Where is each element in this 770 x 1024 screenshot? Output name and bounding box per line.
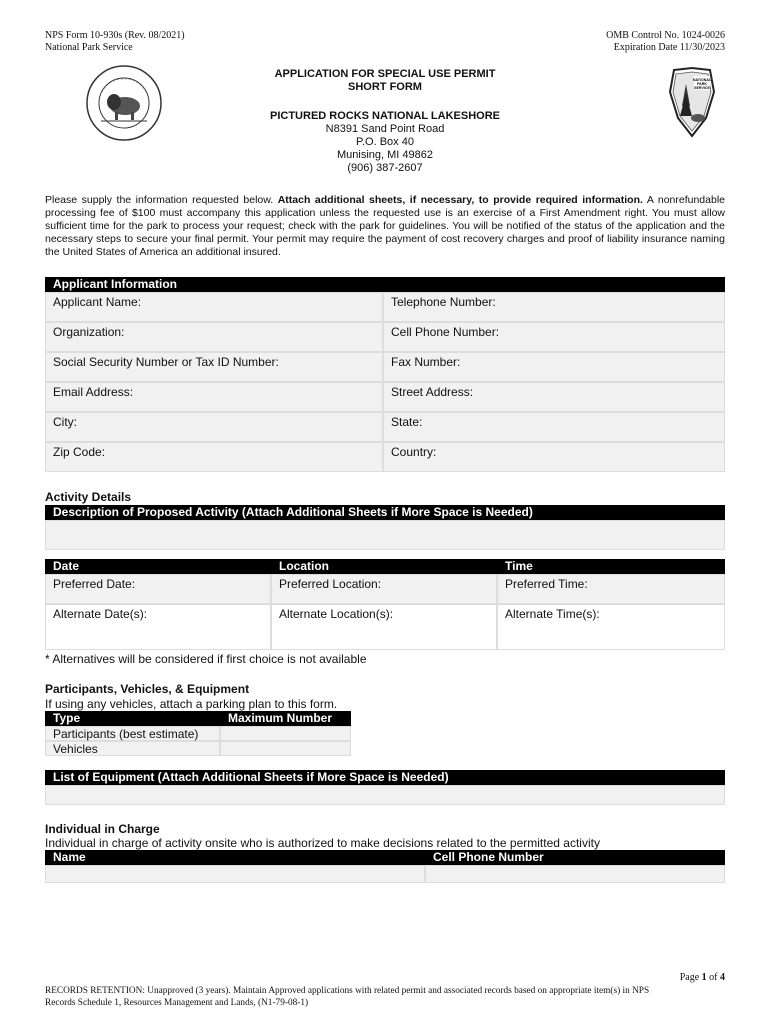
form-title: APPLICATION FOR SPECIAL USE PERMIT	[274, 68, 496, 80]
date-location-time-table	[45, 559, 725, 650]
preferred-date-field[interactable]: Preferred Date:	[45, 574, 271, 604]
dlt-header-row	[45, 559, 725, 574]
applicant-row	[45, 412, 725, 442]
applicant-heading: Applicant Information	[45, 277, 725, 292]
date-column-header: Date	[45, 559, 271, 574]
preferred-row	[45, 574, 725, 604]
form-header-right	[606, 30, 725, 54]
applicant-row	[45, 352, 725, 382]
individual-name-field[interactable]	[45, 865, 425, 883]
type-column-header: Type	[45, 711, 220, 726]
alternatives-note: * Alternatives will be considered if first choice is not available	[45, 652, 367, 666]
park-address-line3: Munising, MI 49862	[337, 149, 433, 161]
participants-max-field[interactable]	[220, 726, 351, 741]
equipment-heading: List of Equipment (Attach Additional Sheets if More Space is Needed)	[45, 770, 725, 785]
doi-seal-logo	[85, 64, 163, 142]
participants-header-row	[45, 711, 351, 726]
omb-control-number: OMB Control No. 1024-0026	[606, 30, 725, 41]
organization-field[interactable]: Organization:	[45, 322, 383, 352]
email-address-field[interactable]: Email Address:	[45, 382, 383, 412]
page-of: of	[709, 972, 718, 983]
telephone-number-field[interactable]: Telephone Number:	[383, 292, 725, 322]
park-address-line1: N8391 Sand Point Road	[325, 123, 445, 135]
participants-table	[45, 711, 351, 756]
zip-code-field[interactable]: Zip Code:	[45, 442, 383, 472]
street-address-field[interactable]: Street Address:	[383, 382, 725, 412]
activity-description-field[interactable]	[45, 520, 725, 550]
location-column-header: Location	[271, 559, 497, 574]
vehicles-row	[45, 741, 351, 756]
participants-subtitle: If using any vehicles, attach a parking plan to this form.	[45, 697, 338, 711]
time-column-header: Time	[497, 559, 725, 574]
maximum-number-column-header: Maximum Number	[220, 711, 351, 726]
svg-text:PARK: PARK	[697, 82, 707, 86]
retention-line2: Records Schedule 1, Resources Management and Lands, (N1-79-08-1)	[45, 998, 309, 1008]
activity-details-title: Activity Details	[45, 490, 132, 504]
alternate-dates-field[interactable]: Alternate Date(s):	[45, 604, 271, 650]
fax-number-field[interactable]: Fax Number:	[383, 352, 725, 382]
applicant-row	[45, 292, 725, 322]
individual-in-charge-title: Individual in Charge	[45, 822, 160, 836]
expiration-date: Expiration Date 11/30/2023	[613, 42, 725, 53]
park-phone: (906) 387-2607	[347, 162, 423, 174]
country-field[interactable]: Country:	[383, 442, 725, 472]
alternate-times-field[interactable]: Alternate Time(s):	[497, 604, 725, 650]
page-number	[680, 972, 725, 983]
individual-row	[45, 865, 725, 883]
intro-rest: A nonrefundable processing fee of $100 must accompany this application unless the requested use is an exercise of a First Amendment right. You must allow sufficient time for the park to process your request; check with the park for guidelines. You will be notified of the status of the application and the necessary steps to secure your final permit. Your permit may require the payment of cost recovery charges and proof of liability insurance naming the United States of America an additional insured.	[45, 194, 725, 258]
park-address-line2: P.O. Box 40	[356, 136, 414, 148]
equipment-section	[45, 770, 725, 805]
form-subtitle: SHORT FORM	[348, 81, 422, 93]
form-number: NPS Form 10-930s (Rev. 08/2021)	[45, 30, 185, 41]
applicant-name-field[interactable]: Applicant Name:	[45, 292, 383, 322]
applicant-rows	[45, 292, 725, 472]
intro-lead: Please supply the information requested below.	[45, 194, 274, 206]
participants-type-label: Participants (best estimate)	[45, 726, 220, 741]
alternate-row	[45, 604, 725, 650]
activity-description-section	[45, 505, 725, 550]
svg-text:NATIONAL: NATIONAL	[692, 78, 712, 82]
form-title-block	[200, 68, 570, 175]
retention-line1: RECORDS RETENTION: Unapproved (3 years). Maintain Approved applications with related permit and associated records based on appropriate item(s) in NPS	[45, 986, 650, 996]
ssn-tax-id-field[interactable]: Social Security Number or Tax ID Number:	[45, 352, 383, 382]
alternate-locations-field[interactable]: Alternate Location(s):	[271, 604, 497, 650]
nps-arrowhead-logo	[668, 66, 716, 138]
individual-cell-phone-field[interactable]	[425, 865, 725, 883]
city-field[interactable]: City:	[45, 412, 383, 442]
vehicles-type-label: Vehicles	[45, 741, 220, 756]
applicant-row	[45, 442, 725, 472]
individual-in-charge-subtitle: Individual in charge of activity onsite who is authorized to make decisions related to the permitted activity	[45, 836, 600, 850]
agency-name: National Park Service	[45, 42, 133, 53]
park-name: PICTURED ROCKS NATIONAL LAKESHORE	[270, 110, 500, 122]
vehicles-max-field[interactable]	[220, 741, 351, 756]
cell-phone-column-header: Cell Phone Number	[425, 850, 725, 865]
intro-paragraph	[45, 194, 725, 259]
preferred-time-field[interactable]: Preferred Time:	[497, 574, 725, 604]
form-header-left	[45, 30, 185, 54]
individual-in-charge-table	[45, 850, 725, 883]
intro-bold: Attach additional sheets, if necessary, to provide required information.	[277, 194, 643, 206]
participants-row	[45, 726, 351, 741]
cell-phone-number-field[interactable]: Cell Phone Number:	[383, 322, 725, 352]
participants-title: Participants, Vehicles, & Equipment	[45, 682, 250, 696]
activity-description-heading: Description of Proposed Activity (Attach Additional Sheets if More Space is Needed)	[45, 505, 725, 520]
name-column-header: Name	[45, 850, 425, 865]
state-field[interactable]: State:	[383, 412, 725, 442]
svg-text:SERVICE: SERVICE	[694, 86, 710, 90]
equipment-list-field[interactable]	[45, 785, 725, 805]
page-current: 1	[701, 972, 707, 983]
applicant-information-section	[45, 277, 725, 472]
preferred-location-field[interactable]: Preferred Location:	[271, 574, 497, 604]
individual-header-row	[45, 850, 725, 865]
applicant-row	[45, 322, 725, 352]
page-label: Page	[679, 972, 700, 983]
applicant-row	[45, 382, 725, 412]
page-total: 4	[720, 972, 725, 983]
records-retention-note	[45, 985, 725, 1009]
